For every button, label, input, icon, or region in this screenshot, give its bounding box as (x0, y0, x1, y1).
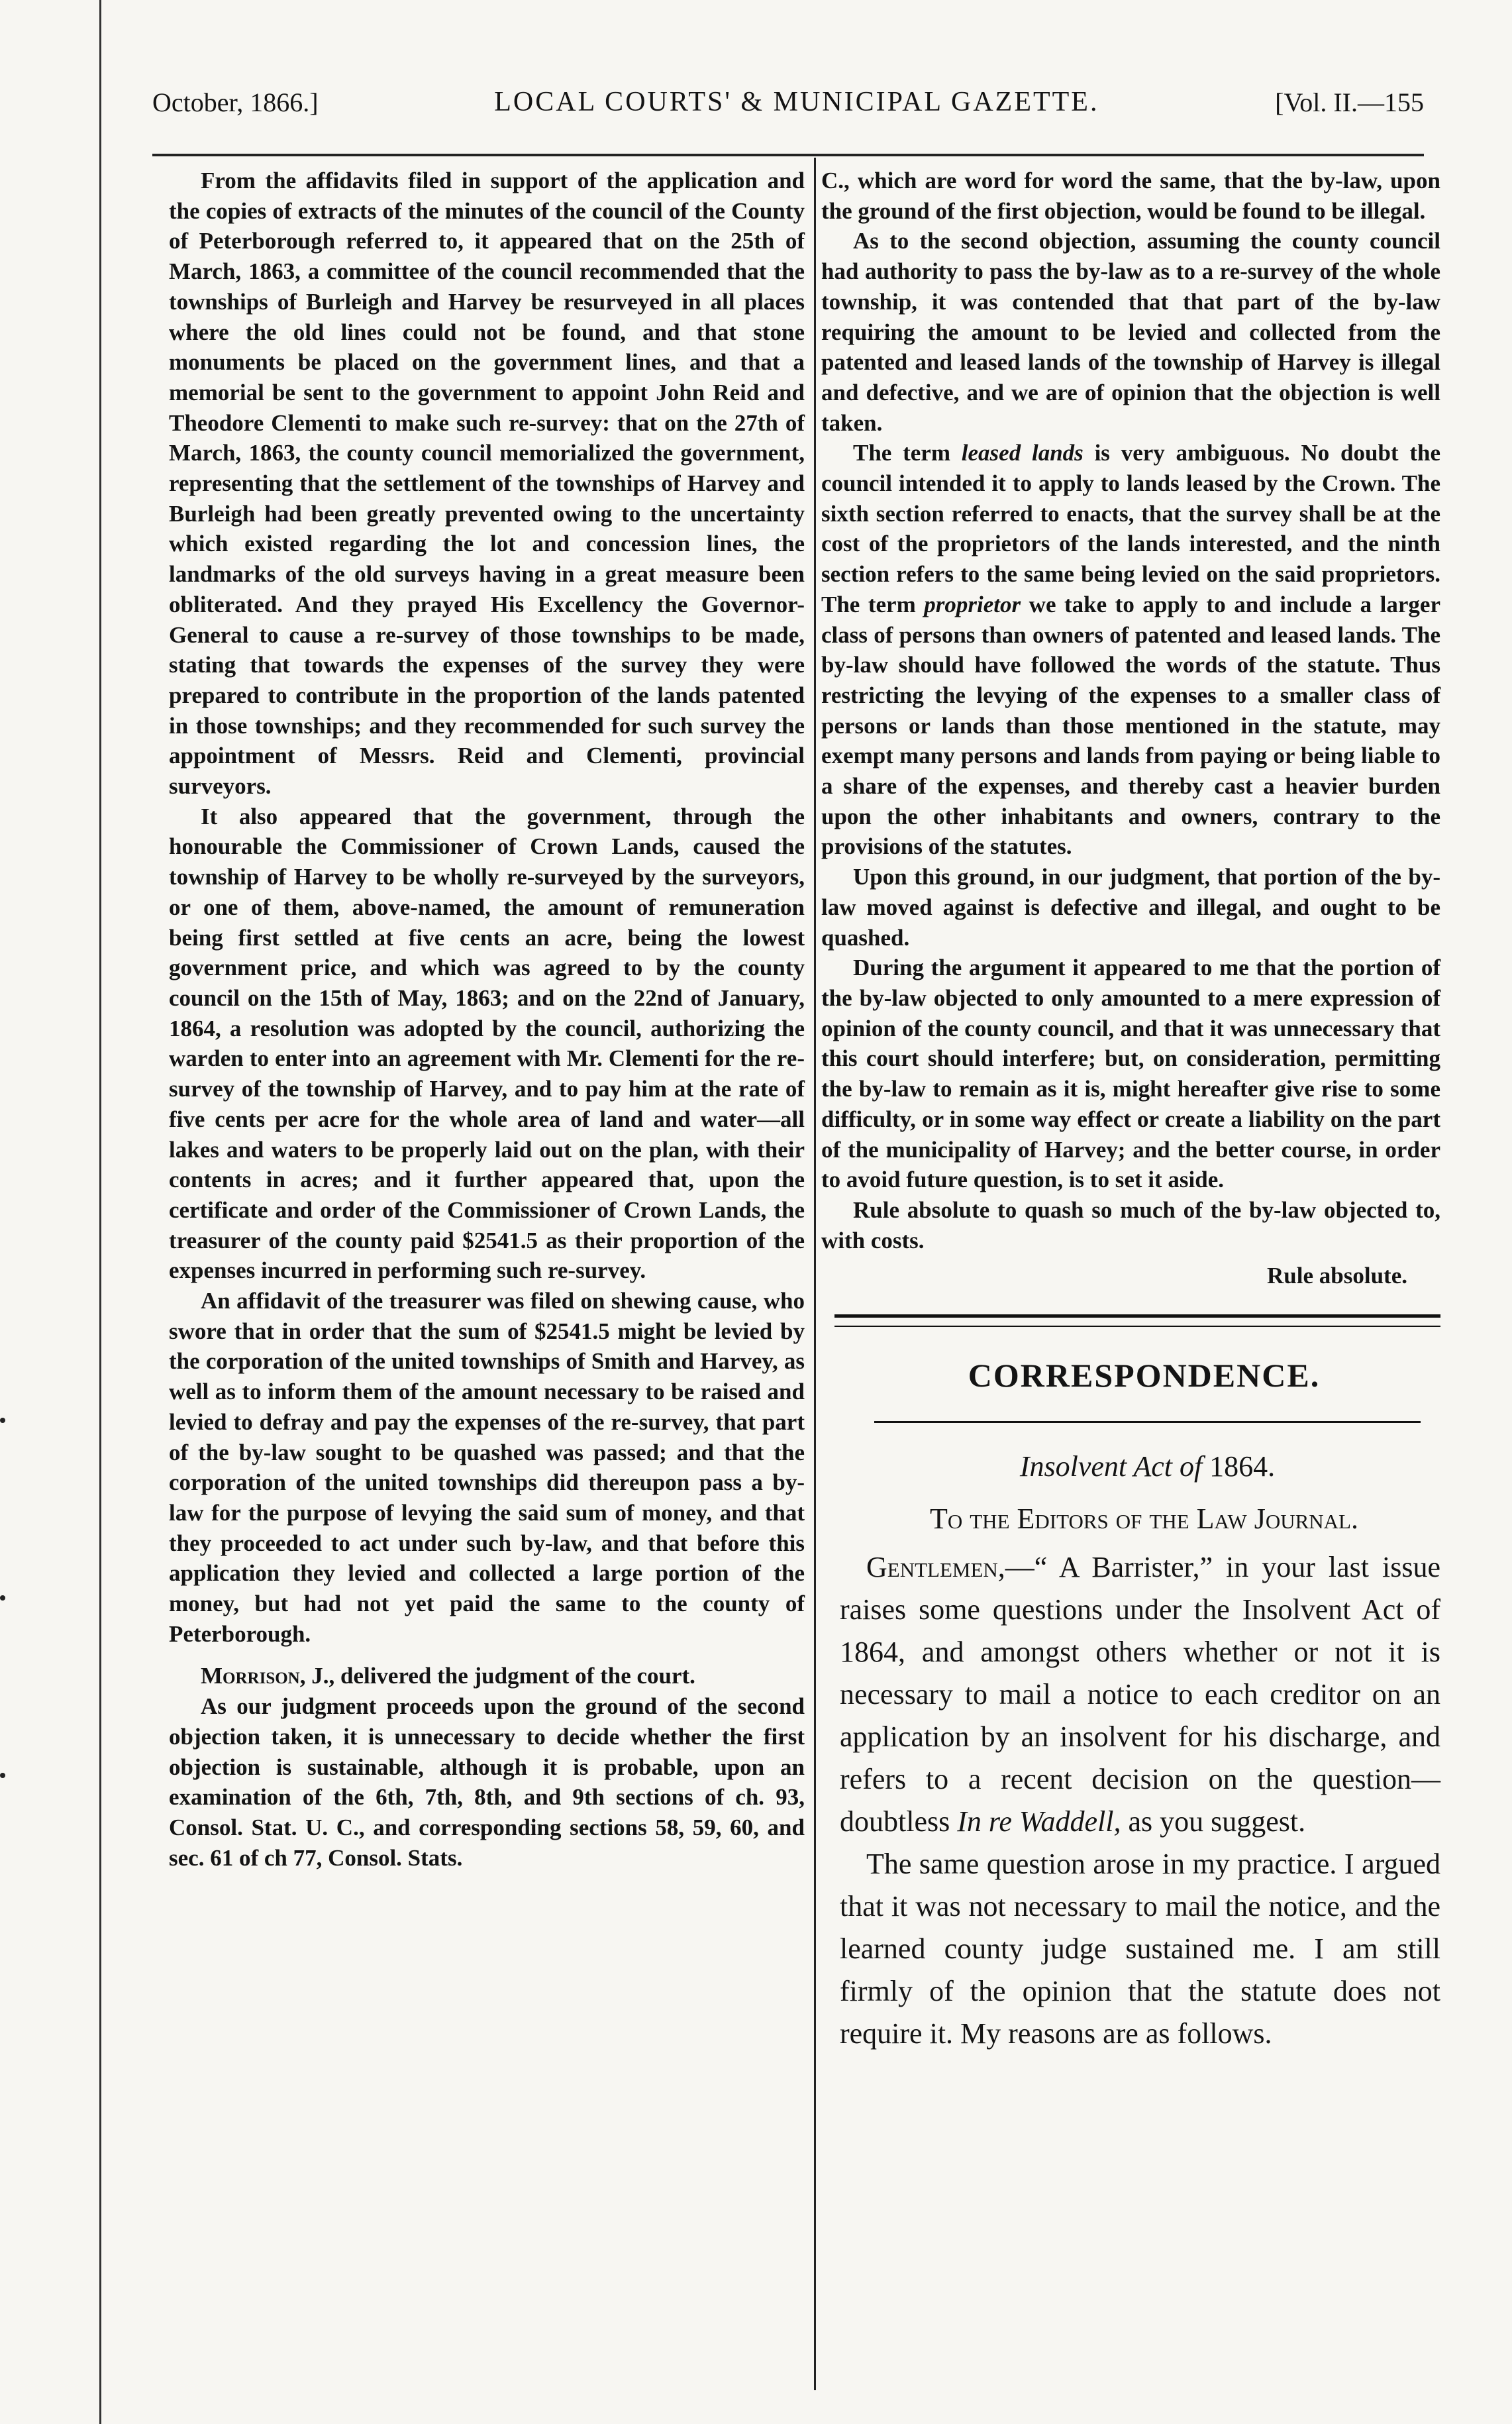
header-volume-page: [Vol. II.—155 (1275, 87, 1424, 117)
left-column (169, 166, 805, 1873)
paragraph: The same question arose in my practice. I argued that it was not necessary to mail the notice, and the learned county judge sustained me. I am still firmly of the opinion that the statute does not require it. My reasons are as follows. (840, 1848, 1440, 2050)
letter-addressee: To the Editors of the Law Journal. (929, 1502, 1358, 1536)
paragraph: Rule absolute to quash so much of the by-law objected to, with costs. (821, 1196, 1440, 1253)
right-column (821, 166, 1440, 2055)
page-binding-rule (99, 0, 101, 2424)
rule-absolute: Rule absolute. (1267, 1263, 1407, 1289)
paragraph: As to the second objection, assuming the county council had authority to pass the by-law as to a re-survey of the whole township, it was contended that that part of the by-law requiring the amount to be levied and collected from the patented and leased lands of the township of Harvey is illegal and defective, and we are of opinion that the objection is well taken. (821, 228, 1440, 436)
paragraph-judgment-intro: Morrison, J., delivered the judgment of the court. (201, 1663, 695, 1689)
paragraph: Gentlemen,—“ A Barrister,” in your last issue raises some questions under the Insolvent Act of 1864, and amongst others whether or not it is necessary to mail a notice to each creditor on an application by an insolvent for his discharge, and refers to a recent decision on the question—doubtless In re Waddell, as you suggest. (840, 1551, 1440, 1838)
column-divider (814, 158, 816, 2390)
letter-body (821, 1546, 1440, 2055)
running-header (152, 65, 1424, 118)
paragraph: An affidavit of the treasurer was filed on shewing cause, who swore that in order that the sum of $2541.5 might be levied by the corporation of the united townships of Smith and Harvey, as well as to inform them of the amount necessary to be raised and levied to defray and pay the expenses of the re-survey, that part of the by-law sought to be quashed was passed; and that the corporation of the united townships did thereupon pass a by-law for the purpose of levying the said sum of money, and that they proceeded to act under such by-law, and that before this application they levied and collected a large portion of the money, but had not yet paid the same to the county of Peterborough. (169, 1288, 805, 1647)
paragraph: During the argument it appeared to me that the portion of the by-law objected to only amounted to a mere expression of opinion of the county council, and that it was unnecessary that this court should interfere; but, on consideration, permitting the by-law to remain as it is, might hereafter give rise to some difficulty, or in some way effect or create a liability on the part of the municipality of Harvey; and the better course, in order to avoid future question, is to set it aside. (821, 955, 1440, 1193)
paragraph: From the affidavits filed in support of the application and the copies of extracts of the minutes of the council of the County of Peterborough referred to, it appeared that on the 25th of March, 1863, a committee of the council recommended that the townships of Burleigh and Harvey be resurveyed in all places where the old lines could not be found, and that stone monuments be placed on the government lines, and that a memorial be sent to the government to appoint John Reid and Theodore Clementi to make such re-survey: that on the 27th of March, 1863, the county council memorialized the government, representing that the settlement of the townships of Harvey and Burleigh had been greatly prevented owing to the uncertainty which existed regarding the lot and concession lines, the landmarks of the old surveys having in a great measure been obliterated. And they prayed His Excellency the Governor-General to cause a re-survey of those townships to be made, stating that towards the expenses of the survey they were prepared to contribute in the proportion of the lands patented in those townships; and they recommended for such survey the appointment of Messrs. Reid and Clementi, provincial surveyors. (169, 168, 805, 800)
header-rule (152, 154, 1424, 156)
term-proprietor: proprietor (924, 591, 1021, 617)
letter-title: Insolvent Act of 1864. (1019, 1450, 1276, 1483)
paragraph: The term leased lands is very ambiguous. No doubt the council intended it to apply to lands leased by the Crown. The sixth section referred to enacts, that the survey shall be at the cost of the proprietors of the lands interested, and the ninth section refers to the same being levied on the said proprietors. The term proprietor we take to apply to and include a larger class of persons than owners of patented and leased lands. The by-law should have followed the words of the statute. Thus restricting the levying of the expenses to a smaller class of persons or lands than those mentioned in the statute, may exempt many persons and lands from paying or being liable to a share of the expenses, and thereby cast a heavier burden upon the other inhabitants and owners, contrary to the provisions of the statutes. (821, 440, 1440, 860)
header-date: October, 1866.] (152, 87, 319, 117)
paragraph: It also appeared that the government, through the honourable the Commissioner of Crown Lands, caused the township of Harvey to be wholly re-surveyed by the surveyors, or one of them, above-named, the amount of remuneration being first settled at five cents an acre, being the lowest government price, and which was agreed to by the county council on the 15th of May, 1863; and on the 22nd of January, 1864, a resolution was adopted by the council, authorizing the warden to enter into an agreement with Mr. Clementi for the re-survey of the township of Harvey, and to pay him at the rate of five cents per acre for the whole area of land and water—all lakes and waters to be properly laid out on the plan, with their contents in acres; and it further appeared that, upon the certificate and order of the Commissioner of Crown Lands, the treasurer of the county paid $2541.5 as their proportion of the expenses incurred in performing such re-survey. (169, 803, 805, 1284)
term-leased-lands: leased lands (961, 440, 1084, 466)
header-title: LOCAL COURTS' & MUNICIPAL GAZETTE. (494, 87, 1099, 117)
judge-name: Morrison, J., (201, 1663, 335, 1689)
salutation: Gentlemen, (866, 1551, 1005, 1584)
case-name: In re Waddell, (957, 1805, 1121, 1838)
correspondence-rule (874, 1421, 1421, 1423)
paragraph: As our judgment proceeds upon the ground of the second objection taken, it is unnecessary to decide whether the first objection is sustainable, although it is probable, upon an examination of the 6th, 7th, 8th, and 9th sections of ch. 93, Consol. Stat. U. C., and corresponding sections 58, 59, 60, and sec. 61 of ch 77, Consol. Stats. (169, 1693, 805, 1871)
binding-marks (0, 1418, 5, 1950)
correspondence-heading: CORRESPONDENCE. (968, 1357, 1321, 1395)
paragraph: C., which are word for word the same, that the by-law, upon the ground of the first objection, would be found to be illegal. (821, 168, 1440, 224)
section-double-rule (834, 1314, 1440, 1327)
paragraph: Upon this ground, in our judgment, that portion of the by-law moved against is defective and illegal, and ought to be quashed. (821, 864, 1440, 951)
